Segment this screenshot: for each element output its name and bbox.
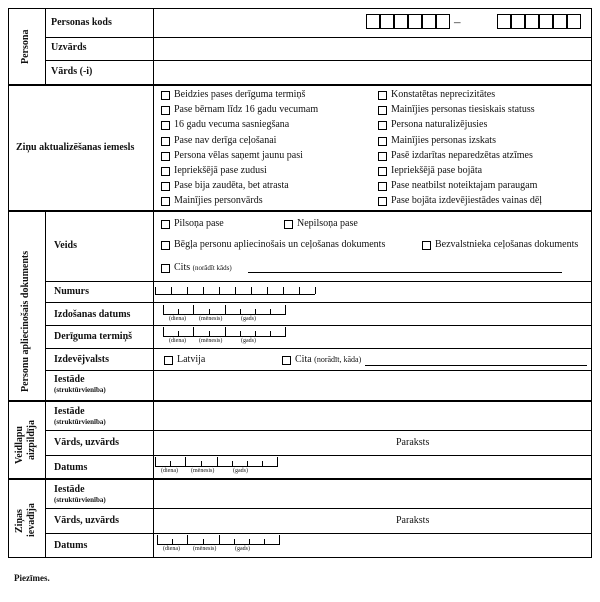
filled-by-title-1: Veidlapu xyxy=(14,426,25,464)
other-country-checkbox[interactable] xyxy=(282,356,291,365)
reason-right-label: Mainījies personas tiesiskais statuss xyxy=(391,104,535,116)
reason-right-label: Pasē izdarītas neparedzētas atzīmes xyxy=(391,149,533,161)
notes-label: Piezīmes. xyxy=(14,573,50,583)
reason-left-checkbox[interactable] xyxy=(161,91,170,100)
refugee-doc-checkbox[interactable] xyxy=(161,241,170,250)
institution-field[interactable] xyxy=(154,371,591,400)
personal-code-label: Personas kods xyxy=(51,17,112,28)
entered-institution-sub: (struktūrvienība) xyxy=(54,496,106,504)
date-month-label: (mēnesis) xyxy=(199,338,223,344)
reason-left-label: 16 gadu vecuma sasniegšana xyxy=(174,119,290,131)
noncitizen-passport-checkbox[interactable] xyxy=(284,220,293,229)
entered-name-label: Vārds, uzvārds xyxy=(54,515,120,526)
date-month-label: (mēnesis) xyxy=(199,316,223,322)
reason-right-checkbox[interactable] xyxy=(378,137,387,146)
reason-left-checkbox[interactable] xyxy=(161,152,170,161)
date-day-label: (diena) xyxy=(169,338,186,344)
issue-date-input[interactable] xyxy=(163,305,293,325)
number-label: Numurs xyxy=(54,286,90,297)
issuer-country-label: Izdevējvalsts xyxy=(54,354,109,365)
reason-right-checkbox[interactable] xyxy=(378,91,387,100)
date-day-label: (diena) xyxy=(161,468,178,474)
type-label: Veids xyxy=(54,240,77,251)
entered-institution-field[interactable] xyxy=(154,480,591,508)
reason-left-checkbox[interactable] xyxy=(161,167,170,176)
date-year-label: (gads) xyxy=(241,338,256,344)
name-field[interactable] xyxy=(154,61,591,84)
reason-right-checkbox[interactable] xyxy=(378,152,387,161)
refugee-doc-label: Bēgļa personu apliecinošais un ceļošanas dokuments xyxy=(174,239,386,250)
citizen-passport-label: Pilsoņa pase xyxy=(174,218,224,229)
filled-signature-label: Paraksts xyxy=(396,437,430,448)
reason-right-label: Iepriekšējā pase bojāta xyxy=(391,165,483,176)
reason-right-checkbox[interactable] xyxy=(378,106,387,115)
code-dash: – xyxy=(454,14,461,29)
validity-label: Derīguma termiņš xyxy=(54,331,133,342)
entered-by-title-1: Ziņas xyxy=(14,509,25,533)
entered-by-title-2: ievadīja xyxy=(26,503,37,537)
other-doc-checkbox[interactable] xyxy=(161,264,170,273)
institution-sub: (struktūrvienība) xyxy=(54,386,106,394)
entered-date-input[interactable] xyxy=(157,535,287,555)
reason-right-checkbox[interactable] xyxy=(378,121,387,130)
reason-right-label: Mainījies personas izskats xyxy=(391,134,496,146)
entered-signature-label: Paraksts xyxy=(396,515,430,526)
surname-label: Uzvārds xyxy=(51,42,87,53)
date-year-label: (gads) xyxy=(241,316,256,322)
reason-left-checkbox[interactable] xyxy=(161,197,170,206)
stateless-doc-label: Bezvalstnieka ceļošanas dokuments xyxy=(435,239,579,250)
reason-right-label: Persona naturalizējusies xyxy=(391,119,488,131)
date-day-label: (diena) xyxy=(169,316,186,322)
persona-section-title: Persona xyxy=(20,29,31,64)
other-doc-input[interactable] xyxy=(248,272,562,273)
reason-left-label: Pase nav derīga ceļošanai xyxy=(174,134,277,146)
noncitizen-passport-label: Nepilsoņa pase xyxy=(297,218,358,229)
validity-date-input[interactable] xyxy=(163,327,293,347)
date-day-label: (diena) xyxy=(163,546,180,552)
filled-name-label: Vārds, uzvārds xyxy=(54,437,120,448)
reason-left-checkbox[interactable] xyxy=(161,121,170,130)
latvia-label: Latvija xyxy=(177,354,206,365)
filled-date-input[interactable] xyxy=(155,457,285,477)
entered-institution-label: Iestāde xyxy=(54,484,85,495)
date-year-label: (gads) xyxy=(233,468,248,474)
reason-left-checkbox[interactable] xyxy=(161,106,170,115)
date-year-label: (gads) xyxy=(235,546,250,552)
other-country-input[interactable] xyxy=(365,365,587,366)
filled-by-title-2: aizpildīja xyxy=(26,419,37,460)
date-month-label: (mēnesis) xyxy=(193,546,217,552)
reason-left-checkbox[interactable] xyxy=(161,182,170,191)
reason-right-label: Pase neatbilst noteiktajam paraugam xyxy=(391,180,538,192)
other-country-label xyxy=(295,354,361,366)
reason-left-label: Pase bērnam līdz 16 gadu vecumam xyxy=(174,104,319,116)
reason-left-label: Iepriekšējā pase zudusi xyxy=(174,165,267,176)
issue-date-label: Izdošanas datums xyxy=(54,309,131,320)
filled-institution-sub: (struktūrvienība) xyxy=(54,418,106,426)
reason-left-label: Persona vēlas saņemt jaunu pasi xyxy=(174,149,303,161)
update-reason-title: Ziņu aktualizēšanas iemesls xyxy=(16,142,135,153)
other-country-hint: (norādīt, kāda) xyxy=(314,355,362,364)
reason-left-checkbox[interactable] xyxy=(161,137,170,146)
filled-institution-label: Iestāde xyxy=(54,406,85,417)
document-section-title: Personu apliecinošais dokuments xyxy=(20,250,31,392)
name-label: Vārds (-i) xyxy=(51,66,93,77)
stateless-doc-checkbox[interactable] xyxy=(422,241,431,250)
other-country-text: Cita xyxy=(295,354,312,365)
latvia-checkbox[interactable] xyxy=(164,356,173,365)
reason-right-label: Pase bojāta izdevējiestādes vainas dēļ xyxy=(391,195,543,207)
filled-institution-field[interactable] xyxy=(154,402,591,430)
reason-right-checkbox[interactable] xyxy=(378,182,387,191)
citizen-passport-checkbox[interactable] xyxy=(161,220,170,229)
other-doc-hint: (norādīt kāds) xyxy=(192,264,232,272)
reason-left-label: Beidzies pases derīguma termiņš xyxy=(174,89,306,100)
surname-field[interactable] xyxy=(154,38,591,60)
date-month-label: (mēnesis) xyxy=(191,468,215,474)
reason-right-checkbox[interactable] xyxy=(378,197,387,206)
other-doc-label xyxy=(174,262,232,274)
reason-left-label: Mainījies personvārds xyxy=(174,195,263,207)
institution-label: Iestāde xyxy=(54,374,85,385)
other-doc-text: Cits xyxy=(174,262,191,273)
reason-right-checkbox[interactable] xyxy=(378,167,387,176)
reason-right-label: Konstatētas neprecizitātes xyxy=(391,89,496,100)
reason-left-label: Pase bija zaudēta, bet atrasta xyxy=(174,180,289,192)
entered-date-label: Datums xyxy=(54,540,88,551)
filled-date-label: Datums xyxy=(54,462,88,473)
